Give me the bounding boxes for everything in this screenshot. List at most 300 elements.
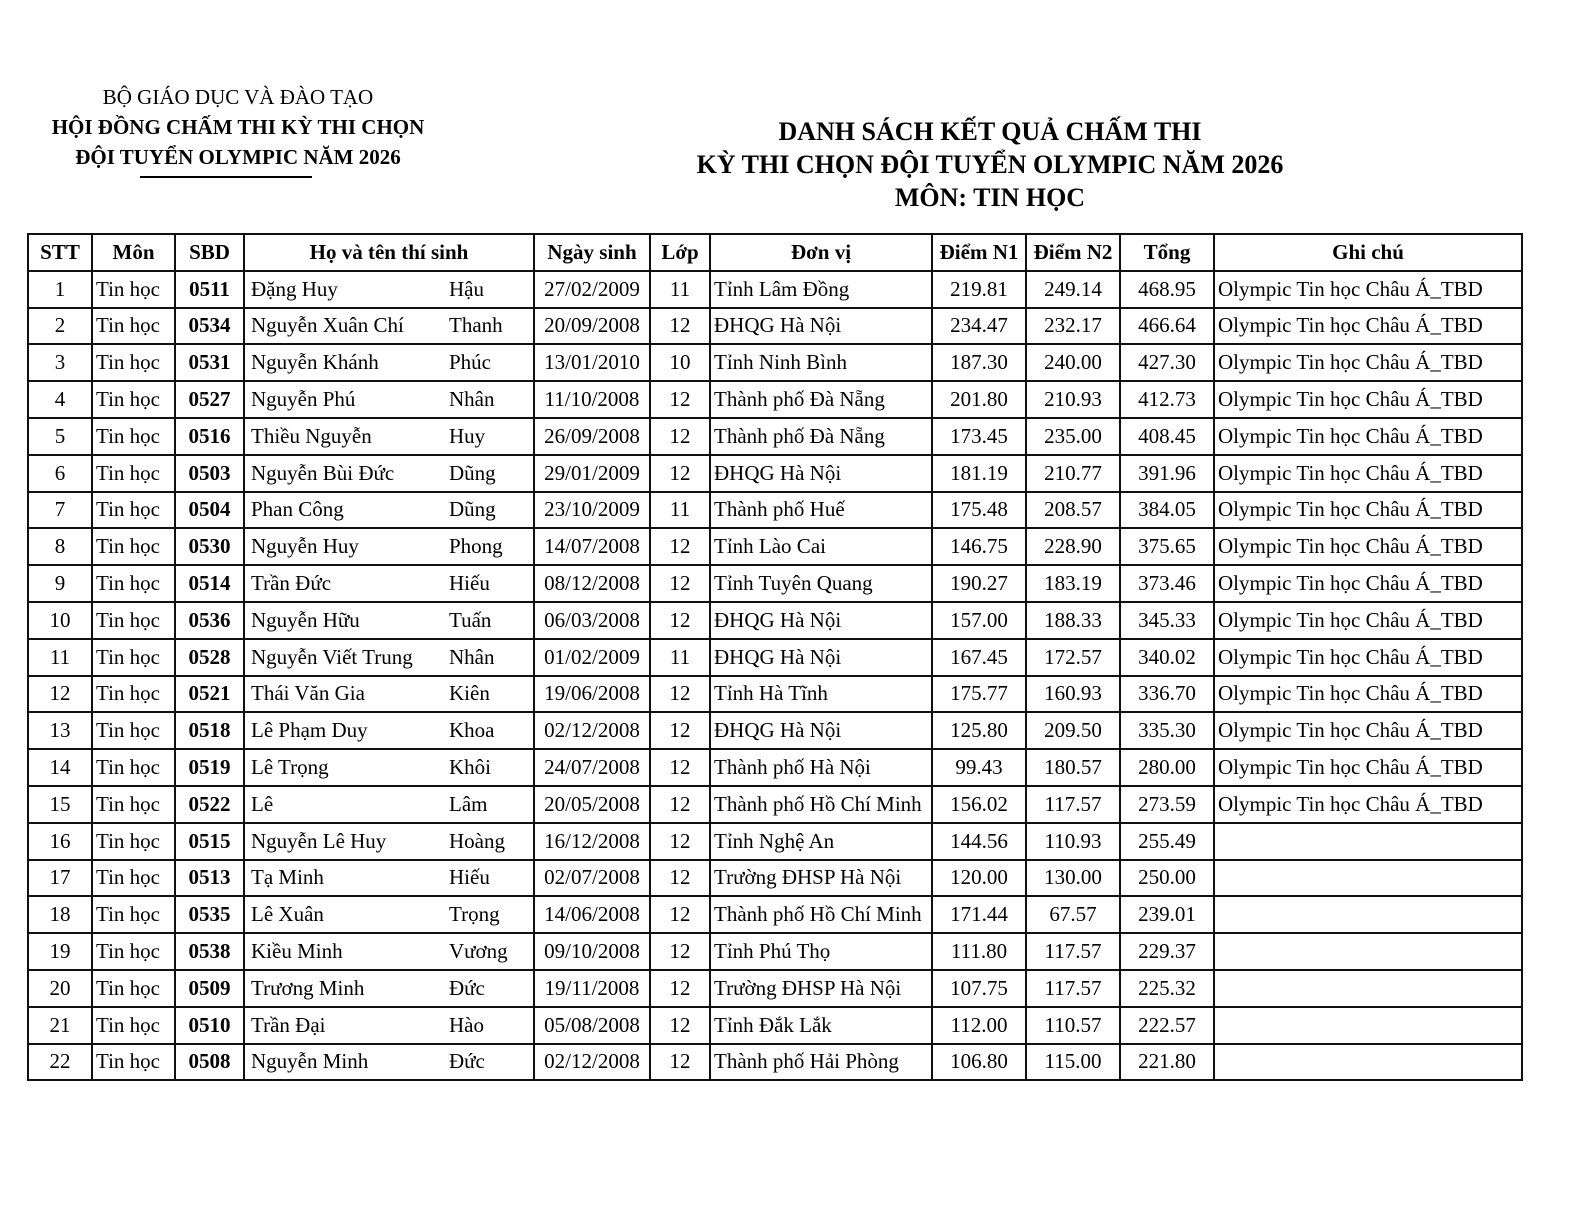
cell-score-n2: 208.57: [1026, 492, 1120, 529]
cell-score-n2: 67.57: [1026, 896, 1120, 933]
cell-score-n2: 210.77: [1026, 455, 1120, 492]
cell-stt: 13: [28, 712, 92, 749]
cell-note: Olympic Tin học Châu Á_TBD: [1214, 308, 1522, 345]
cell-score-n1: 144.56: [932, 823, 1026, 860]
cell-stt: 18: [28, 896, 92, 933]
cell-grade: 12: [650, 749, 710, 786]
cell-total: 427.30: [1120, 344, 1214, 381]
cell-full-name: [244, 933, 534, 970]
given-name: Hoàng: [449, 828, 505, 853]
cell-candidate-number: 0528: [175, 639, 244, 676]
table-row: [28, 418, 1522, 455]
cell-total: 239.01: [1120, 896, 1214, 933]
cell-birth-date: 27/02/2009: [534, 271, 650, 308]
cell-unit: Thành phố Đà Nẵng: [710, 381, 932, 418]
cell-score-n1: 106.80: [932, 1044, 1026, 1081]
cell-birth-date: 06/03/2008: [534, 602, 650, 639]
cell-note: [1214, 970, 1522, 1007]
issuer-header: [28, 82, 448, 172]
cell-full-name: [244, 970, 534, 1007]
cell-full-name: [244, 565, 534, 602]
cell-score-n2: 172.57: [1026, 639, 1120, 676]
cell-subject: Tin học: [92, 786, 175, 823]
cell-stt: 6: [28, 455, 92, 492]
cell-stt: 3: [28, 344, 92, 381]
given-name: Khôi: [449, 755, 491, 780]
cell-note: Olympic Tin học Châu Á_TBD: [1214, 639, 1522, 676]
cell-grade: 12: [650, 528, 710, 565]
given-name: Nhân: [449, 644, 495, 669]
cell-stt: 4: [28, 381, 92, 418]
cell-score-n1: 190.27: [932, 565, 1026, 602]
cell-score-n2: 228.90: [1026, 528, 1120, 565]
cell-note: Olympic Tin học Châu Á_TBD: [1214, 344, 1522, 381]
cell-unit: Thành phố Hồ Chí Minh: [710, 786, 932, 823]
cell-grade: 12: [650, 381, 710, 418]
surname-middle: Nguyễn Khánh: [251, 350, 379, 375]
cell-grade: 12: [650, 712, 710, 749]
cell-unit: ĐHQG Hà Nội: [710, 602, 932, 639]
cell-candidate-number: 0504: [175, 492, 244, 529]
cell-score-n2: 235.00: [1026, 418, 1120, 455]
cell-subject: Tin học: [92, 639, 175, 676]
cell-full-name: [244, 823, 534, 860]
cell-total: 250.00: [1120, 860, 1214, 897]
table-row: [28, 455, 1522, 492]
table-row: [28, 344, 1522, 381]
surname-middle: Nguyễn Viết Trung: [251, 644, 413, 669]
col-header-full-name: Họ và tên thí sinh: [244, 234, 534, 271]
table-row: [28, 786, 1522, 823]
table-row: [28, 749, 1522, 786]
cell-stt: 19: [28, 933, 92, 970]
cell-birth-date: 08/12/2008: [534, 565, 650, 602]
cell-score-n2: 117.57: [1026, 786, 1120, 823]
table-row: [28, 308, 1522, 345]
surname-middle: Kiều Minh: [251, 939, 343, 964]
cell-birth-date: 02/12/2008: [534, 1044, 650, 1081]
col-header-total: Tổng: [1120, 234, 1214, 271]
cell-full-name: [244, 381, 534, 418]
cell-candidate-number: 0521: [175, 676, 244, 713]
cell-candidate-number: 0530: [175, 528, 244, 565]
cell-candidate-number: 0509: [175, 970, 244, 1007]
cell-stt: 22: [28, 1044, 92, 1081]
title-line1: DANH SÁCH KẾT QUẢ CHẤM THI: [778, 117, 1202, 146]
cell-unit: Trường ĐHSP Hà Nội: [710, 860, 932, 897]
table-row: [28, 1044, 1522, 1081]
cell-unit: Thành phố Hồ Chí Minh: [710, 896, 932, 933]
table-row: [28, 933, 1522, 970]
table-row: [28, 896, 1522, 933]
cell-candidate-number: 0531: [175, 344, 244, 381]
cell-full-name: [244, 344, 534, 381]
cell-score-n1: 107.75: [932, 970, 1026, 1007]
cell-subject: Tin học: [92, 860, 175, 897]
table-row: [28, 528, 1522, 565]
col-header-score-n2: Điểm N2: [1026, 234, 1120, 271]
cell-birth-date: 13/01/2010: [534, 344, 650, 381]
cell-birth-date: 02/12/2008: [534, 712, 650, 749]
cell-score-n1: 111.80: [932, 933, 1026, 970]
cell-unit: Tỉnh Lâm Đồng: [710, 271, 932, 308]
table-row: [28, 271, 1522, 308]
cell-full-name: [244, 676, 534, 713]
cell-subject: Tin học: [92, 712, 175, 749]
cell-unit: Tỉnh Đắk Lắk: [710, 1007, 932, 1044]
cell-score-n1: 120.00: [932, 860, 1026, 897]
cell-grade: 12: [650, 1007, 710, 1044]
given-name: Huy: [449, 423, 486, 448]
cell-grade: 11: [650, 492, 710, 529]
cell-unit: Trường ĐHSP Hà Nội: [710, 970, 932, 1007]
surname-middle: Tạ Minh: [251, 865, 324, 890]
cell-note: [1214, 896, 1522, 933]
surname-middle: Nguyễn Xuân Chí: [251, 313, 404, 338]
surname-middle: Đặng Huy: [251, 276, 338, 301]
cell-birth-date: 20/09/2008: [534, 308, 650, 345]
cell-grade: 10: [650, 344, 710, 381]
cell-total: 280.00: [1120, 749, 1214, 786]
cell-subject: Tin học: [92, 1007, 175, 1044]
col-header-unit: Đơn vị: [710, 234, 932, 271]
cell-note: Olympic Tin học Châu Á_TBD: [1214, 528, 1522, 565]
header-underline: [140, 176, 312, 178]
cell-score-n1: 157.00: [932, 602, 1026, 639]
surname-middle: Trần Đức: [251, 571, 332, 596]
cell-grade: 12: [650, 602, 710, 639]
cell-total: 273.59: [1120, 786, 1214, 823]
cell-total: 336.70: [1120, 676, 1214, 713]
cell-score-n2: 188.33: [1026, 602, 1120, 639]
cell-full-name: [244, 455, 534, 492]
cell-candidate-number: 0519: [175, 749, 244, 786]
cell-birth-date: 01/02/2009: [534, 639, 650, 676]
council-name-line2: ĐỘI TUYỂN OLYMPIC NĂM 2026: [75, 145, 401, 169]
cell-candidate-number: 0534: [175, 308, 244, 345]
cell-grade: 12: [650, 823, 710, 860]
cell-candidate-number: 0508: [175, 1044, 244, 1081]
given-name: Đức: [449, 1049, 485, 1074]
cell-full-name: [244, 308, 534, 345]
cell-grade: 12: [650, 455, 710, 492]
cell-note: Olympic Tin học Châu Á_TBD: [1214, 712, 1522, 749]
cell-score-n1: 146.75: [932, 528, 1026, 565]
cell-score-n2: 232.17: [1026, 308, 1120, 345]
cell-note: Olympic Tin học Châu Á_TBD: [1214, 492, 1522, 529]
cell-note: Olympic Tin học Châu Á_TBD: [1214, 381, 1522, 418]
cell-score-n1: 99.43: [932, 749, 1026, 786]
given-name: Dũng: [449, 497, 496, 522]
given-name: Thanh: [449, 313, 503, 338]
cell-note: Olympic Tin học Châu Á_TBD: [1214, 271, 1522, 308]
cell-birth-date: 05/08/2008: [534, 1007, 650, 1044]
given-name: Phong: [449, 534, 503, 559]
cell-candidate-number: 0538: [175, 933, 244, 970]
cell-subject: Tin học: [92, 455, 175, 492]
cell-full-name: [244, 786, 534, 823]
surname-middle: Nguyễn Minh: [251, 1049, 369, 1074]
cell-birth-date: 14/06/2008: [534, 896, 650, 933]
col-header-grade: Lớp: [650, 234, 710, 271]
cell-total: 221.80: [1120, 1044, 1214, 1081]
results-table: [27, 233, 1523, 1081]
cell-total: 468.95: [1120, 271, 1214, 308]
col-header-stt: STT: [28, 234, 92, 271]
cell-grade: 12: [650, 1044, 710, 1081]
table-row: [28, 492, 1522, 529]
cell-total: 222.57: [1120, 1007, 1214, 1044]
cell-total: 229.37: [1120, 933, 1214, 970]
cell-total: 373.46: [1120, 565, 1214, 602]
given-name: Lâm: [449, 791, 488, 816]
cell-birth-date: 16/12/2008: [534, 823, 650, 860]
table-body: [28, 271, 1522, 1081]
table-row: [28, 712, 1522, 749]
given-name: Nhân: [449, 387, 495, 412]
cell-birth-date: 29/01/2009: [534, 455, 650, 492]
cell-subject: Tin học: [92, 602, 175, 639]
col-header-candidate-number: SBD: [175, 234, 244, 271]
cell-grade: 12: [650, 860, 710, 897]
cell-stt: 11: [28, 639, 92, 676]
cell-grade: 12: [650, 933, 710, 970]
cell-unit: Thành phố Huế: [710, 492, 932, 529]
cell-total: 225.32: [1120, 970, 1214, 1007]
table-row: [28, 970, 1522, 1007]
cell-subject: Tin học: [92, 933, 175, 970]
cell-unit: Tỉnh Hà Tĩnh: [710, 676, 932, 713]
title-line3: MÔN: TIN HỌC: [894, 183, 1086, 212]
document-title: [660, 115, 1320, 214]
cell-total: 408.45: [1120, 418, 1214, 455]
cell-score-n2: 110.93: [1026, 823, 1120, 860]
cell-birth-date: 11/10/2008: [534, 381, 650, 418]
cell-full-name: [244, 712, 534, 749]
given-name: Vương: [449, 939, 508, 964]
cell-note: Olympic Tin học Châu Á_TBD: [1214, 749, 1522, 786]
ministry-name: BỘ GIÁO DỤC VÀ ĐÀO TẠO: [102, 85, 374, 109]
cell-subject: Tin học: [92, 749, 175, 786]
cell-full-name: [244, 749, 534, 786]
cell-total: 255.49: [1120, 823, 1214, 860]
cell-stt: 15: [28, 786, 92, 823]
cell-full-name: [244, 602, 534, 639]
cell-unit: Thành phố Hải Phòng: [710, 1044, 932, 1081]
cell-stt: 12: [28, 676, 92, 713]
cell-score-n2: 160.93: [1026, 676, 1120, 713]
cell-grade: 12: [650, 896, 710, 933]
cell-candidate-number: 0535: [175, 896, 244, 933]
cell-grade: 12: [650, 565, 710, 602]
cell-grade: 11: [650, 271, 710, 308]
cell-stt: 20: [28, 970, 92, 1007]
given-name: Tuấn: [449, 607, 492, 632]
given-name: Hào: [449, 1012, 484, 1037]
council-name-line1: HỘI ĐỒNG CHẤM THI KỲ THI CHỌN: [51, 115, 425, 139]
cell-subject: Tin học: [92, 308, 175, 345]
col-header-note: Ghi chú: [1214, 234, 1522, 271]
cell-unit: Thành phố Hà Nội: [710, 749, 932, 786]
cell-note: [1214, 823, 1522, 860]
cell-birth-date: 20/05/2008: [534, 786, 650, 823]
cell-total: 384.05: [1120, 492, 1214, 529]
cell-candidate-number: 0511: [175, 271, 244, 308]
cell-subject: Tin học: [92, 418, 175, 455]
cell-score-n1: 234.47: [932, 308, 1026, 345]
cell-full-name: [244, 418, 534, 455]
table-row: [28, 860, 1522, 897]
table-header-row: [28, 234, 1522, 271]
cell-score-n1: 201.80: [932, 381, 1026, 418]
cell-score-n1: 181.19: [932, 455, 1026, 492]
cell-candidate-number: 0516: [175, 418, 244, 455]
surname-middle: Nguyễn Bùi Đức: [251, 460, 395, 485]
cell-grade: 12: [650, 786, 710, 823]
cell-unit: Tỉnh Phú Thọ: [710, 933, 932, 970]
surname-middle: Thái Văn Gia: [251, 681, 365, 706]
cell-note: Olympic Tin học Châu Á_TBD: [1214, 565, 1522, 602]
cell-subject: Tin học: [92, 381, 175, 418]
cell-candidate-number: 0536: [175, 602, 244, 639]
cell-unit: ĐHQG Hà Nội: [710, 455, 932, 492]
col-header-subject: Môn: [92, 234, 175, 271]
cell-unit: Tỉnh Tuyên Quang: [710, 565, 932, 602]
cell-candidate-number: 0514: [175, 565, 244, 602]
table-row: [28, 565, 1522, 602]
given-name: Kiên: [449, 681, 490, 706]
cell-stt: 7: [28, 492, 92, 529]
cell-grade: 12: [650, 308, 710, 345]
surname-middle: Nguyễn Hữu: [251, 607, 360, 632]
given-name: Hiếu: [449, 865, 490, 890]
cell-score-n1: 175.48: [932, 492, 1026, 529]
cell-total: 345.33: [1120, 602, 1214, 639]
cell-stt: 9: [28, 565, 92, 602]
cell-total: 412.73: [1120, 381, 1214, 418]
surname-middle: Trần Đại: [251, 1012, 326, 1037]
cell-note: [1214, 1007, 1522, 1044]
cell-total: 466.64: [1120, 308, 1214, 345]
surname-middle: Phan Công: [251, 497, 344, 522]
cell-total: 391.96: [1120, 455, 1214, 492]
cell-score-n2: 117.57: [1026, 933, 1120, 970]
cell-note: Olympic Tin học Châu Á_TBD: [1214, 676, 1522, 713]
cell-birth-date: 23/10/2009: [534, 492, 650, 529]
cell-grade: 12: [650, 676, 710, 713]
col-header-score-n1: Điểm N1: [932, 234, 1026, 271]
surname-middle: Lê Xuân: [251, 902, 324, 927]
given-name: Dũng: [449, 460, 496, 485]
cell-unit: Tỉnh Lào Cai: [710, 528, 932, 565]
cell-grade: 12: [650, 418, 710, 455]
cell-unit: ĐHQG Hà Nội: [710, 712, 932, 749]
cell-score-n2: 117.57: [1026, 970, 1120, 1007]
cell-subject: Tin học: [92, 823, 175, 860]
cell-score-n1: 175.77: [932, 676, 1026, 713]
cell-stt: 8: [28, 528, 92, 565]
cell-stt: 14: [28, 749, 92, 786]
cell-unit: Thành phố Đà Nẵng: [710, 418, 932, 455]
cell-score-n1: 173.45: [932, 418, 1026, 455]
cell-stt: 17: [28, 860, 92, 897]
cell-score-n2: 110.57: [1026, 1007, 1120, 1044]
cell-birth-date: 09/10/2008: [534, 933, 650, 970]
cell-unit: Tỉnh Ninh Bình: [710, 344, 932, 381]
cell-total: 375.65: [1120, 528, 1214, 565]
cell-candidate-number: 0510: [175, 1007, 244, 1044]
cell-score-n2: 249.14: [1026, 271, 1120, 308]
cell-full-name: [244, 271, 534, 308]
cell-subject: Tin học: [92, 528, 175, 565]
table-row: [28, 602, 1522, 639]
cell-candidate-number: 0503: [175, 455, 244, 492]
surname-middle: Nguyễn Huy: [251, 534, 359, 559]
surname-middle: Lê: [251, 791, 274, 816]
cell-stt: 16: [28, 823, 92, 860]
cell-score-n1: 125.80: [932, 712, 1026, 749]
cell-note: Olympic Tin học Châu Á_TBD: [1214, 455, 1522, 492]
cell-full-name: [244, 860, 534, 897]
given-name: Phúc: [449, 350, 491, 375]
cell-subject: Tin học: [92, 492, 175, 529]
cell-score-n2: 209.50: [1026, 712, 1120, 749]
cell-stt: 10: [28, 602, 92, 639]
cell-subject: Tin học: [92, 271, 175, 308]
cell-unit: ĐHQG Hà Nội: [710, 308, 932, 345]
cell-score-n1: 112.00: [932, 1007, 1026, 1044]
cell-birth-date: 14/07/2008: [534, 528, 650, 565]
table-row: [28, 823, 1522, 860]
cell-full-name: [244, 528, 534, 565]
cell-subject: Tin học: [92, 970, 175, 1007]
surname-middle: Thiều Nguyễn: [251, 423, 372, 448]
cell-note: [1214, 1044, 1522, 1081]
cell-birth-date: 24/07/2008: [534, 749, 650, 786]
cell-score-n1: 167.45: [932, 639, 1026, 676]
cell-score-n1: 187.30: [932, 344, 1026, 381]
cell-score-n2: 130.00: [1026, 860, 1120, 897]
title-line2: KỲ THI CHỌN ĐỘI TUYỂN OLYMPIC NĂM 2026: [696, 150, 1284, 179]
cell-score-n2: 115.00: [1026, 1044, 1120, 1081]
cell-score-n1: 219.81: [932, 271, 1026, 308]
table-row: [28, 1007, 1522, 1044]
cell-note: Olympic Tin học Châu Á_TBD: [1214, 418, 1522, 455]
surname-middle: Lê Phạm Duy: [251, 718, 368, 743]
cell-candidate-number: 0513: [175, 860, 244, 897]
surname-middle: Trương Minh: [251, 975, 365, 1000]
cell-note: Olympic Tin học Châu Á_TBD: [1214, 602, 1522, 639]
cell-full-name: [244, 1007, 534, 1044]
cell-birth-date: 19/06/2008: [534, 676, 650, 713]
cell-note: [1214, 933, 1522, 970]
cell-note: [1214, 860, 1522, 897]
cell-stt: 1: [28, 271, 92, 308]
cell-score-n2: 210.93: [1026, 381, 1120, 418]
surname-middle: Lê Trọng: [251, 755, 329, 780]
cell-unit: Tỉnh Nghệ An: [710, 823, 932, 860]
cell-birth-date: 26/09/2008: [534, 418, 650, 455]
cell-note: Olympic Tin học Châu Á_TBD: [1214, 786, 1522, 823]
given-name: Hậu: [449, 276, 484, 301]
cell-stt: 5: [28, 418, 92, 455]
cell-subject: Tin học: [92, 676, 175, 713]
cell-grade: 12: [650, 970, 710, 1007]
table-row: [28, 381, 1522, 418]
given-name: Khoa: [449, 718, 495, 743]
given-name: Đức: [449, 975, 485, 1000]
cell-score-n2: 240.00: [1026, 344, 1120, 381]
